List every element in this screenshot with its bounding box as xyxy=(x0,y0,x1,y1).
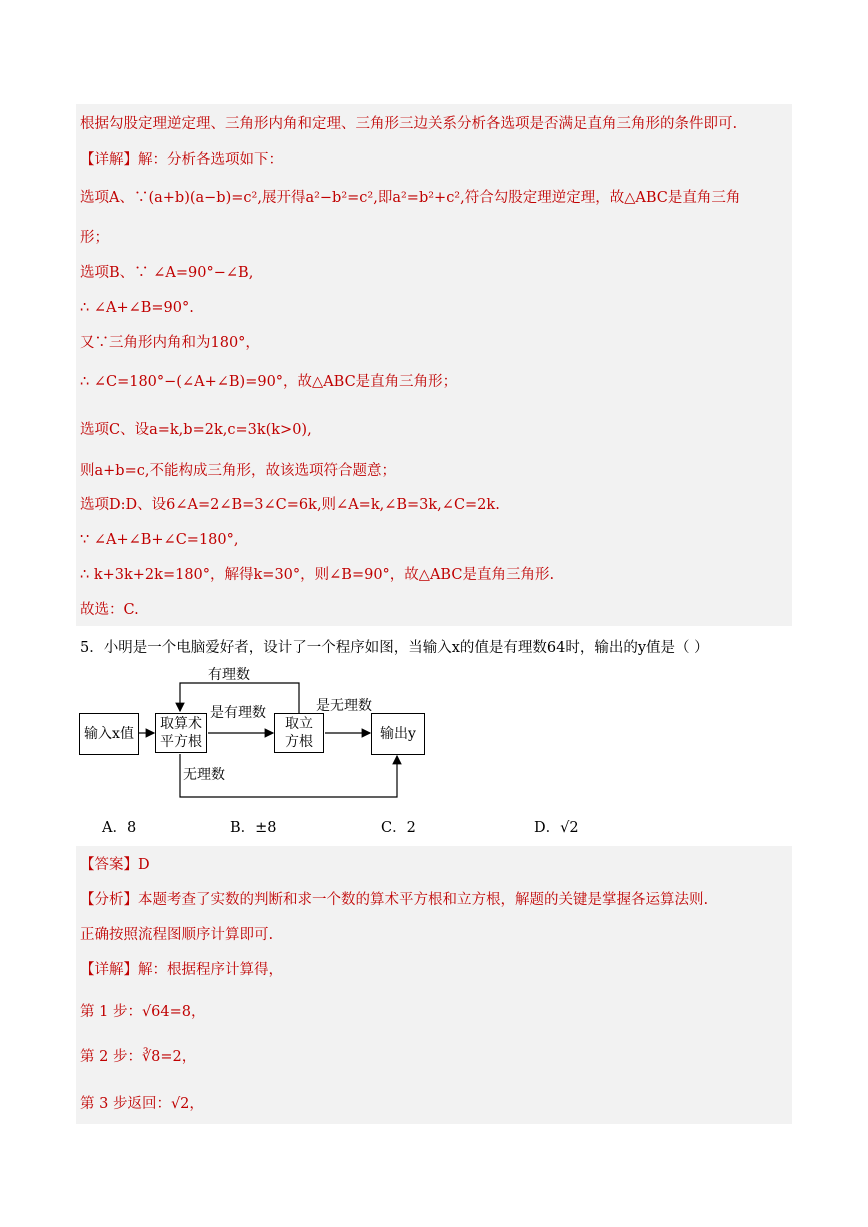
solution-box-2 xyxy=(76,846,792,1124)
solution-line-8: ∴ ∠C=180°−(∠A+∠B)=90°，故△ABC是直角三角形； xyxy=(80,374,458,390)
solution-line-11: 选项D:D、设6∠A=2∠B=3∠C=6k,则∠A=k,∠B=3k,∠C=2k. xyxy=(80,497,500,513)
analysis-line-2: 正确按照流程图顺序计算即可. xyxy=(80,927,274,943)
choice-b[interactable] xyxy=(230,816,277,837)
solution-line-3: 选项A、∵(a+b)(a−b)=c²,展开得a²−b²=c²,即a²=b²+c²,符合勾股定理逆定理，故△ABC是直角三角 xyxy=(80,190,741,206)
solution-line-2: 【详解】解：分析各选项如下： xyxy=(80,152,283,168)
flow-label-is-irrational: 是无理数 xyxy=(316,698,372,714)
choice-a[interactable] xyxy=(102,816,136,837)
detail-line-4: 第 3 步返回：√2， xyxy=(80,1096,204,1112)
solution-line-13: ∴ k+3k+2k=180°，解得k=30°，则∠B=90°，故△ABC是直角三角形. xyxy=(80,567,555,583)
solution-line-4: 形； xyxy=(80,230,109,246)
solution-line-7: 又∵三角形内角和为180°， xyxy=(80,335,260,351)
solution-line-14: 故选：C. xyxy=(80,602,139,618)
choice-b-letter: B． xyxy=(230,820,256,836)
choice-c-letter: C． xyxy=(381,820,407,836)
solution-line-10: 则a+b=c,不能构成三角形，故该选项符合题意； xyxy=(80,463,396,479)
flow-label-irrational: 无理数 xyxy=(183,767,225,783)
question-text: 5．小明是一个电脑爱好者，设计了一个程序如图，当输入x的值是有理数64时，输出的y值是（ ） xyxy=(80,640,709,656)
detail-line-3: 第 2 步：∛8=2， xyxy=(80,1049,197,1065)
solution-line-9: 选项C、设a=k,b=2k,c=3k(k>0), xyxy=(80,422,312,438)
analysis-line-1: 【分析】本题考查了实数的判断和求一个数的算术平方根和立方根，解题的关键是掌握各运算法则. xyxy=(80,892,709,908)
choice-b-text: ±8 xyxy=(255,820,277,836)
solution-line-12: ∵ ∠A+∠B+∠C=180°, xyxy=(80,532,239,548)
choice-d-letter: D． xyxy=(534,820,561,836)
flow-label-is-rational: 是有理数 xyxy=(210,705,266,721)
flow-label-rational-top: 有理数 xyxy=(208,667,250,683)
solution-line-1: 根据勾股定理逆定理、三角形内角和定理、三角形三边关系分析各选项是否满足直角三角形的条件即可. xyxy=(80,116,738,132)
solution-line-5: 选项B、∵ ∠A=90°−∠B, xyxy=(80,265,254,281)
choice-c[interactable] xyxy=(381,816,416,837)
detail-line-2: 第 1 步：√64=8， xyxy=(80,1004,206,1020)
choice-d[interactable] xyxy=(534,816,579,837)
flow-output-box: 输出y xyxy=(371,713,425,755)
flow-cbrt-box: 取立方根 xyxy=(274,713,324,753)
choice-a-text: 8 xyxy=(126,820,137,836)
flow-input-box: 输入x值 xyxy=(79,713,139,755)
answer-line: 【答案】D xyxy=(80,857,150,873)
detail-line-1: 【详解】解：根据程序计算得， xyxy=(80,962,283,978)
choice-a-letter: A． xyxy=(102,820,127,836)
flow-sqrt-box: 取算术平方根 xyxy=(155,713,207,753)
choice-c-text: 2 xyxy=(406,820,416,836)
choice-d-text: √2 xyxy=(560,820,579,836)
solution-line-6: ∴ ∠A+∠B=90°. xyxy=(80,300,194,316)
